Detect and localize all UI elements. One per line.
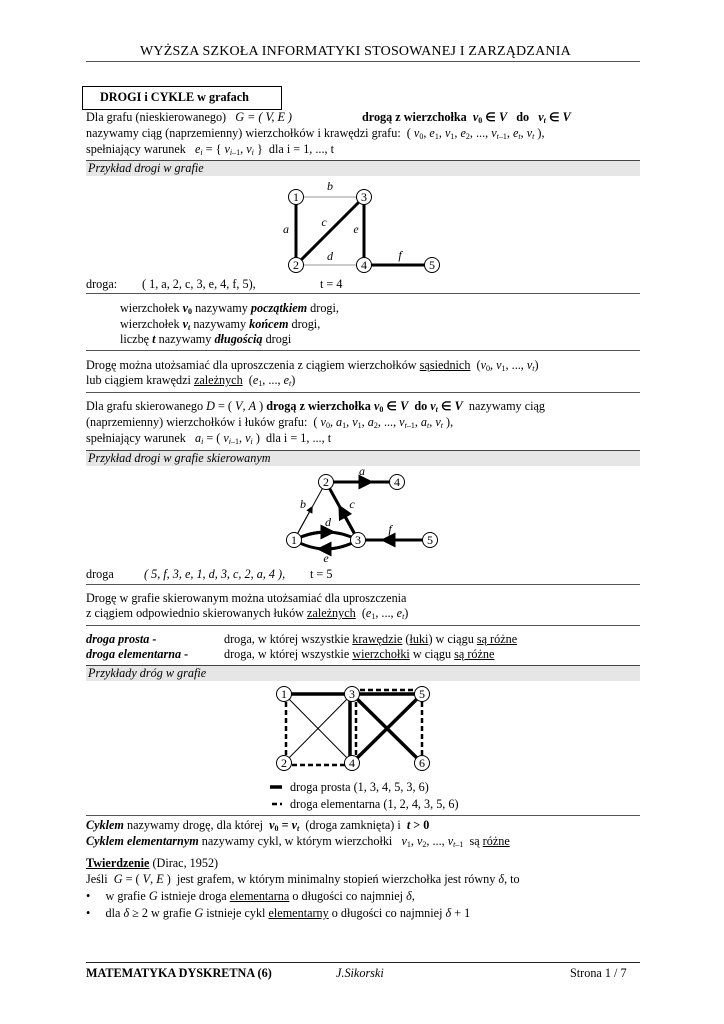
example3-band bbox=[86, 665, 640, 681]
footer-course: MATEMATYKA DYSKRETNA (6) bbox=[86, 966, 272, 980]
ex1-edge-b: b bbox=[327, 179, 333, 193]
legend-simple: droga prosta (1, 3, 4, 5, 3, 6) bbox=[290, 780, 429, 794]
def1-line1 bbox=[86, 110, 292, 125]
example2-road-seq: ( 5, f, 3, e, 1, d, 3, c, 2, a, 4 ), bbox=[144, 567, 286, 581]
ex1-edge-f: f bbox=[398, 248, 402, 262]
footer-rule bbox=[86, 962, 640, 963]
ex2-node-label-2: 2 bbox=[323, 475, 329, 489]
ex3-node-label-3: 3 bbox=[349, 687, 355, 701]
example1-t: t = 4 bbox=[320, 277, 343, 291]
identify-line1: Drogę można utożsamiać dla uproszczenia z ciągiem wierzchołków sąsiednich ($v_0$, $v_1$, ..., $v_t$) bbox=[86, 358, 539, 373]
rule-1 bbox=[86, 293, 640, 294]
cycle-elem-term: Cyklem elementarnym bbox=[86, 834, 199, 848]
def2-line1: Dla grafu skierowanego D = ( V, A ) drogą z wierzchołka $v_0$ ∈ V do $v_t$ ∈ V nazywamy ciąg bbox=[86, 399, 545, 414]
example2-t: t = 5 bbox=[310, 567, 333, 581]
ex2-edge-f: f bbox=[388, 522, 392, 536]
theorem-bullet2: • dla δ ≥ 2 w grafie G istnieje cykl elementarny o długości co najmniej δ + 1 bbox=[86, 906, 471, 920]
ex2-node-label-5: 5 bbox=[427, 533, 433, 547]
theorem-bullet1: • w grafie G istnieje droga elementarna o długości co najmniej δ, bbox=[86, 889, 415, 903]
footer-page: Strona 1 / 7 bbox=[570, 966, 627, 980]
example2-band bbox=[86, 450, 640, 466]
ex1-edge-d: d bbox=[327, 249, 333, 263]
theorem-if-text: jest grafem, w którym minimalny stopień wierzchołka jest równy bbox=[176, 872, 496, 886]
ex2-edge-c: c bbox=[349, 497, 355, 511]
def1-bold: drogą z wierzchołka $v_0$ ∈ V do $v_t$ ∈ V bbox=[362, 110, 571, 125]
def1-line2-text: nazywamy ciąg (naprzemienny) wierzchołków i krawędzi grafu: bbox=[86, 126, 401, 140]
bullet-icon-1: • bbox=[86, 889, 91, 903]
def2-line2-text: (naprzemienny) wierzchołków i łuków grafu: bbox=[86, 415, 308, 429]
school-header: WYŻSZA SZKOŁA INFORMATYKI STOSOWANEJ I ZARZĄDZANIA bbox=[140, 44, 571, 59]
def2-lead: Dla grafu skierowanego bbox=[86, 399, 204, 413]
identify2-line1: Drogę w grafie skierowanym można utożsamiać dla uproszczenia bbox=[86, 591, 407, 605]
def1-line3: spełniający warunek $e_i$ = { $v_{i-1}$, $v_i$ } dla i = 1, ..., t bbox=[86, 142, 335, 157]
example1-road-label: droga: bbox=[86, 277, 118, 291]
ex3-node-label-5: 5 bbox=[419, 687, 425, 701]
example1-title: Przykład drogi w grafie bbox=[88, 161, 204, 175]
header-rule bbox=[86, 61, 640, 62]
ex1-node-label-4: 4 bbox=[361, 258, 367, 272]
ex2-edge-e: e bbox=[323, 551, 329, 565]
theorem-if: Jeśli G = ( V, E ) jest grafem, w którym minimalny stopień wierzchołka jest równy δ, to bbox=[86, 872, 520, 886]
ex1-node-label-3: 3 bbox=[361, 190, 367, 204]
bullet-icon-2: • bbox=[86, 906, 91, 920]
def1-bold-def: drogą z wierzchołka bbox=[362, 110, 467, 124]
footer-author: J.Sikorski bbox=[336, 966, 384, 980]
ex1-edge-e: e bbox=[353, 222, 359, 236]
term-start: wierzchołek $v_0$ nazywamy początkiem drogi, bbox=[120, 301, 339, 316]
rule-3 bbox=[86, 392, 640, 393]
identify2-line2: z ciągiem odpowiednio skierowanych łuków zależnych ($e_1$, ..., $e_t$) bbox=[86, 606, 409, 621]
theorem-title: Twierdzenie bbox=[86, 856, 150, 870]
identify-line2: lub ciągiem krawędzi zależnych ($e_1$, ..., $e_t$) bbox=[86, 373, 296, 388]
term-end: wierzchołek $v_t$ nazywamy końcem drogi, bbox=[120, 317, 321, 332]
ex3-node-label-4: 4 bbox=[349, 756, 355, 770]
elementary-term: droga elementarna - bbox=[86, 647, 189, 661]
cycle-closed: (droga zamknięta) i bbox=[305, 818, 401, 832]
def1-line3-text: spełniający warunek bbox=[86, 142, 186, 156]
legend-elem: droga elementarna (1, 2, 4, 3, 5, 6) bbox=[290, 797, 459, 811]
ex1-edge-a: a bbox=[283, 222, 289, 236]
cycle-text: nazywamy drogę, dla której bbox=[126, 818, 264, 832]
def1-range: dla i = 1, ..., t bbox=[268, 142, 335, 156]
ex2-node-label-3: 3 bbox=[355, 533, 361, 547]
ex2-edge-d: d bbox=[325, 515, 331, 529]
section-title: DROGI i CYKLE w grafach bbox=[100, 90, 249, 104]
example1-road-seq: ( 1, a, 2, c, 3, e, 4, f, 5), bbox=[142, 277, 256, 291]
def2-line3-text: spełniający warunek bbox=[86, 431, 186, 445]
cycle-term: Cyklem bbox=[86, 818, 124, 832]
def1-line2: nazywamy ciąg (naprzemienny) wierzchołków i krawędzi grafu: ( $v_0$, $e_1$, $v_1$, $e_2$, ..., $v_{t-1}$, $e_t$, $v_t$ ), bbox=[86, 126, 545, 141]
example1-band bbox=[86, 160, 640, 176]
ex2-edge-a: a bbox=[359, 466, 365, 478]
def1-graph: G = ( V, E ) bbox=[235, 110, 292, 124]
ex1-node-label-2: 2 bbox=[293, 258, 299, 272]
ex2-node-label-4: 4 bbox=[394, 475, 400, 489]
example1-graph bbox=[270, 176, 450, 278]
rule-6 bbox=[86, 815, 640, 816]
simple-desc: droga, w której wszystkie krawędzie (łuki) w ciągu są różne bbox=[224, 632, 518, 646]
def2-line2: (naprzemienny) wierzchołków i łuków grafu: ( $v_0$, $a_1$, $v_1$, $a_2$, ..., $v_{t-1}$, $a_t$, $v_t$ ), bbox=[86, 415, 454, 430]
example2-graph bbox=[270, 466, 450, 566]
rule-5 bbox=[86, 625, 640, 626]
def2-line3: spełniający warunek $a_i$ = ( $v_{i-1}$, $v_i$ ) dla i = 1, ..., t bbox=[86, 431, 332, 446]
cycle-elem-text: nazywamy cykl, w którym wierzchołki bbox=[201, 834, 393, 848]
elementary-desc: droga, w której wszystkie wierzchołki w ciągu są różne bbox=[224, 647, 495, 661]
def1-lead: Dla grafu (nieskierowanego) bbox=[86, 110, 227, 124]
ex3-node-label-6: 6 bbox=[419, 756, 425, 770]
ex1-node-label-1: 1 bbox=[293, 190, 299, 204]
ex1-edge-c: c bbox=[321, 215, 327, 229]
theorem-author: (Dirac, 1952) bbox=[152, 856, 219, 870]
def2-tail: nazywamy ciąg bbox=[468, 399, 545, 413]
ex1-node-label-5: 5 bbox=[429, 258, 435, 272]
def2-bold-def: drogą z wierzchołka bbox=[266, 399, 371, 413]
def2-range: dla i = 1, ..., t bbox=[265, 431, 332, 445]
cycle-line2: Cyklem elementarnym nazywamy cykl, w którym wierzchołki $v_1$, $v_2$, ..., $v_{t-1}$ są różne bbox=[86, 834, 510, 849]
rule-2 bbox=[86, 350, 640, 351]
example2-title: Przykład drogi w grafie skierowanym bbox=[88, 451, 271, 465]
ex2-node-label-1: 1 bbox=[291, 533, 297, 547]
theorem-to: to bbox=[510, 872, 520, 886]
ex3-node-label-1: 1 bbox=[281, 687, 287, 701]
rule-4 bbox=[86, 584, 640, 585]
term-length: liczbę t nazywamy długością drogi bbox=[120, 332, 292, 346]
ex2-edge-b: b bbox=[300, 497, 306, 511]
example3-title: Przykłady dróg w grafie bbox=[88, 666, 207, 680]
simple-term: droga prosta - bbox=[86, 632, 157, 646]
example2-road-label: droga bbox=[86, 567, 114, 581]
cycle-line1: Cyklem nazywamy drogę, dla której $v_0 = v_t$ (droga zamknięta) i t > 0 bbox=[86, 818, 430, 833]
ex3-node-label-2: 2 bbox=[281, 756, 287, 770]
theorem-heading bbox=[86, 856, 218, 871]
